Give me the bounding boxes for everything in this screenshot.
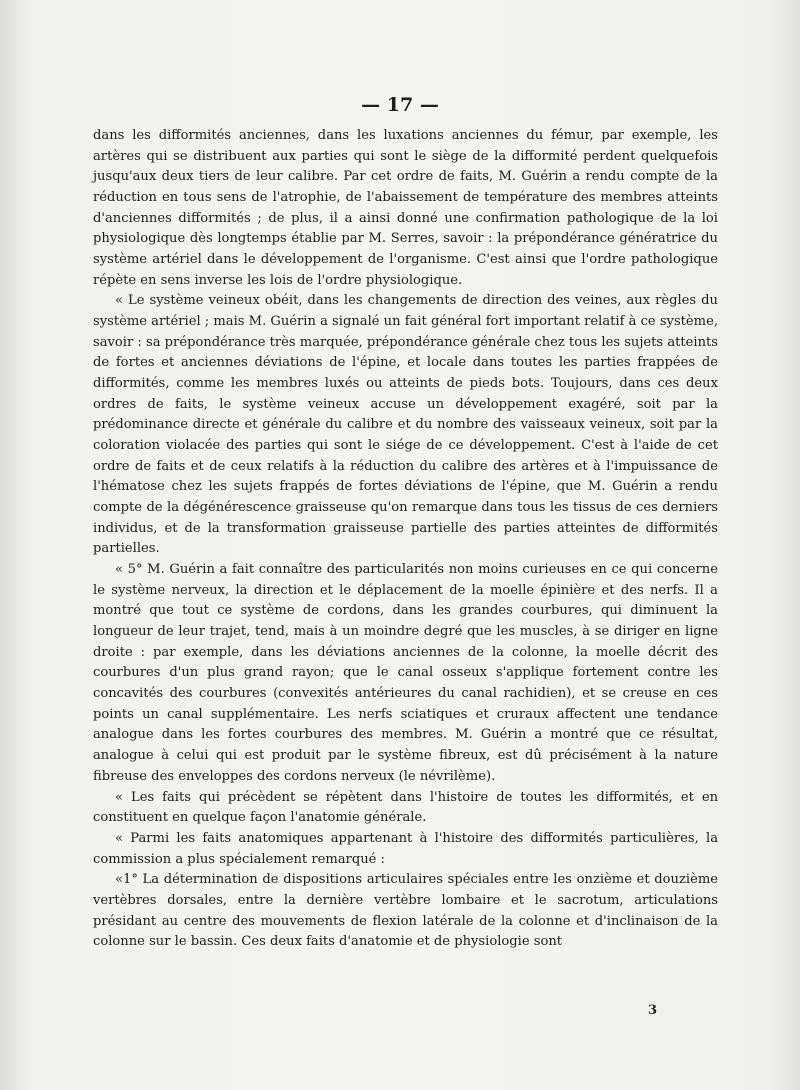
page-number: — 17 — — [361, 94, 439, 116]
paragraph-2: « Le système veineux obéit, dans les changements de direction des veines, aux règles du système artériel ; mais M. Guérin a signalé un fait général fort important relatif à ce système, savoir : sa prépondérance très marquée, prépondérance générale chez tous les sujets atteints de fortes et anciennes déviations de l'épine, et locale dans toutes les parties frappées de difformités, comme les membres luxés ou atteints de pieds bots. Toujours, dans ces deux ordres de faits, le système veineux accuse un développement exagéré, soit par la prédominance directe et générale du calibre et du nombre des vaisseaux veineux, soit par la coloration violacée des parties qui sont le siége de ce développement. C'est à l'aide de cet ordre de faits et de ceux relatifs à la réduction du calibre des artères et à l'impuissance de l'hématose chez les sujets frappés de fortes déviations de l'épine, que M. Guérin a rendu compte de la dégénérescence graisseuse qu'on remarque dans tous les tissus de ces derniers individus, et de la transformation graisseuse partielle des parties atteintes de difformités partielles. — [93, 293, 719, 557]
paragraph-3: « 5° M. Guérin a fait connaître des particularités non moins curieuses en ce qui concerne le système nerveux, la direction et le déplacement de la moelle épinière et des nerfs. Il a montré que tout ce système de cordons, dans les grandes courbures, qui diminuent la longueur de leur trajet, tend, mais à un moindre degré que les muscles, à se diriger en ligne droite : par exemple, dans les déviations anciennes de la colonne, la moelle décrit des courbures d'un plus grand rayon; que le canal osseux s'applique fortement contre les concavités des courbures (convexités antérieures du canal rachidien), et se creuse en ces points un canal supplémentaire. Les nerfs sciatiques et cruraux affectent une tendance analogue dans les fortes courbures des membres. M. Guérin a montré que ce résultat, analogue à celui qui est produit par le système fibreux, est dû précisément à la nature fibreuse des enveloppes des cordons nerveux (le névrilème). — [93, 562, 718, 784]
signature-mark: 3 — [648, 1003, 658, 1018]
paragraph-1: dans les difformités anciennes, dans les luxations anciennes du fémur, par exemple, les artères qui se distribuent aux parties qui sont le siège de la difformité perdent quelquefois jusqu'aux deux tiers de leur calibre. Par cet ordre de faits, M. Guérin a rendu compte de la réduction en tous sens de l'atrophie, de l'abaissement de température des membres atteints d'anciennes difformités ; de plus, il a ainsi donné une confirmation pathologique de la loi physiologique dès longtemps établie par M. Serres, savoir : la prépondérance génératrice du système artériel dans le développement de l'organisme. C'est ainsi que l'ordre pathologique répète en sens inverse les lois de l'ordre physiologique. — [93, 128, 718, 288]
body-text — [93, 126, 718, 953]
paragraph-5: « Parmi les faits anatomiques appartenant à l'histoire des difformités particulières, la commission a plus spécialement remarqué : — [93, 830, 718, 867]
paragraph-4: « Les faits qui précèdent se répètent dans l'histoire de toutes les difformités, et en constituent en quelque façon l'anatomie générale. — [93, 789, 718, 826]
paragraph-6: «1° La détermination de dispositions articulaires spéciales entre les onzième et douzième vertèbres dorsales, entre la dernière vertèbre lombaire et le sacrotum, articulations présidant au centre des mouvements de flexion latérale de la colonne et d'inclinaison de la colonne sur le bassin. Ces deux faits d'anatomie et de physiologie sont — [93, 872, 718, 950]
